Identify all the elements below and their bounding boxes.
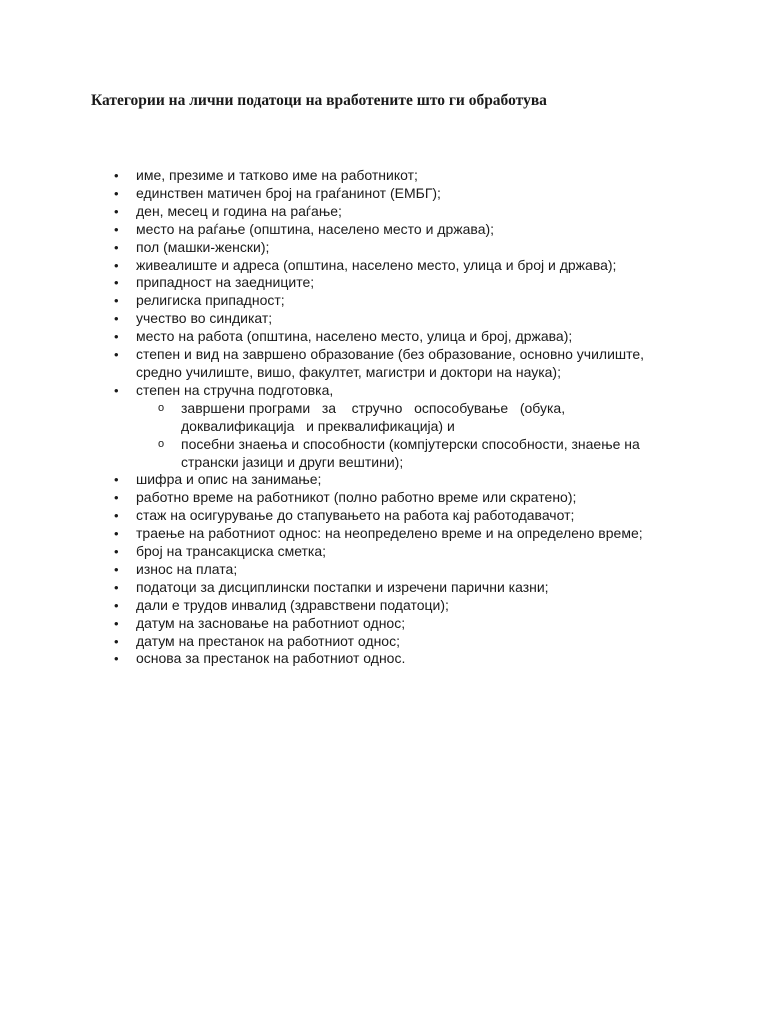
list-item-text: религиска припадност; [136, 292, 285, 309]
bullet-icon: • [114, 257, 119, 273]
list-item-text: податоци за дисциплински постапки и изречени парични казни; [136, 578, 549, 595]
bullet-icon: • [114, 490, 119, 506]
circle-bullet-icon: o [158, 401, 165, 414]
sublist-item-text: завршени програми за стручно оспособување (обука, доквалификација и преквалификација) и [181, 399, 569, 434]
bullet-icon: • [114, 651, 119, 667]
qualification-sublist [136, 400, 675, 472]
bullet-icon: • [114, 508, 119, 524]
list-item [115, 507, 675, 525]
list-item [115, 615, 675, 633]
list-item-text: степен и вид на завршено образование (без образование, основно училиште, средно училиште, вишо, факултет, магистри и доктори на наука); [136, 346, 645, 380]
bullet-icon: • [114, 203, 119, 219]
bullet-icon: • [114, 597, 119, 613]
list-item [115, 310, 675, 328]
document-title: Категории на лични податоци на вработените што ги обработува [91, 92, 547, 109]
list-item-text: место на работа (општина, населено место, улица и број, држава); [136, 328, 573, 345]
list-item [115, 346, 675, 382]
list-item-text: живеалиште и адреса (општина, населено место, улица и број и држава); [136, 256, 617, 273]
list-item [115, 328, 675, 346]
bullet-icon: • [114, 168, 119, 183]
bullet-icon: • [114, 382, 119, 398]
bullet-icon: • [114, 633, 119, 649]
list-item-text: ден, месец и година на раѓање; [136, 202, 342, 219]
list-item-text: учество во синдикат; [136, 310, 273, 327]
bullet-icon: • [114, 561, 119, 577]
list-item-text: основа за престанок на работниот однос. [136, 650, 406, 667]
bullet-icon: • [114, 311, 119, 327]
list-item [115, 650, 675, 668]
bullet-icon: • [114, 275, 119, 291]
list-item [115, 292, 675, 310]
bullet-icon: • [114, 472, 119, 488]
list-item-text: датум на престанок на работниот однос; [136, 632, 400, 649]
bullet-icon: • [114, 526, 119, 542]
bullet-icon: • [114, 347, 119, 363]
list-item [115, 633, 675, 651]
sublist-item [136, 400, 675, 436]
list-item-text: степен на стручна подготовка, [136, 381, 334, 398]
list-item [115, 489, 675, 507]
list-item [115, 239, 675, 257]
list-item [115, 274, 675, 292]
list-item-text: број на трансакциска сметка; [136, 543, 327, 560]
list-item-text: единствен матичен број на граѓанинот (ЕМБГ); [136, 184, 441, 201]
bullet-icon: • [114, 329, 119, 345]
list-item [115, 257, 675, 275]
list-item [115, 597, 675, 615]
list-item-text: припадност на заедниците; [136, 274, 315, 291]
list-item [115, 525, 675, 543]
bullet-icon: • [114, 239, 119, 255]
list-item-text: пол (машки-женски); [136, 238, 270, 255]
list-item [115, 185, 675, 203]
list-item [115, 167, 675, 185]
list-item [115, 221, 675, 239]
list-item-text: датум на засновање на работниот однос; [136, 614, 406, 631]
sublist-item [136, 436, 675, 472]
bullet-icon: • [114, 544, 119, 560]
bullet-icon: • [114, 615, 119, 631]
bullet-icon: • [114, 185, 119, 201]
list-item-text: место на раѓање (општина, населено место и држава); [136, 220, 495, 237]
list-item [115, 579, 675, 597]
bullet-icon: • [114, 221, 119, 237]
list-item [115, 561, 675, 579]
circle-bullet-icon: o [158, 437, 165, 450]
list-item-text: име, презиме и татково име на работникот; [136, 167, 418, 183]
list-item-text: траење на работниот однос: на неопределено време и на определено време; [136, 525, 643, 542]
personal-data-list [115, 167, 675, 668]
list-item-text: шифра и опис на занимање; [136, 471, 322, 488]
list-item [115, 382, 675, 472]
list-item [115, 543, 675, 561]
list-item-text: износ на плата; [136, 560, 238, 577]
list-item-text: дали е трудов инвалид (здравствени податоци); [136, 596, 449, 613]
list-item [115, 471, 675, 489]
sublist-item-text: посебни знаења и способности (компјутерски способности, знаење на странски јазици и други вештини); [181, 435, 640, 470]
list-item-text: работно време на работникот (полно работно време или скратено); [136, 489, 577, 506]
bullet-icon: • [114, 579, 119, 595]
list-item [115, 203, 675, 221]
bullet-icon: • [114, 293, 119, 309]
list-item-text: стаж на осигурување до стапувањето на работа кај работодавачот; [136, 507, 575, 524]
